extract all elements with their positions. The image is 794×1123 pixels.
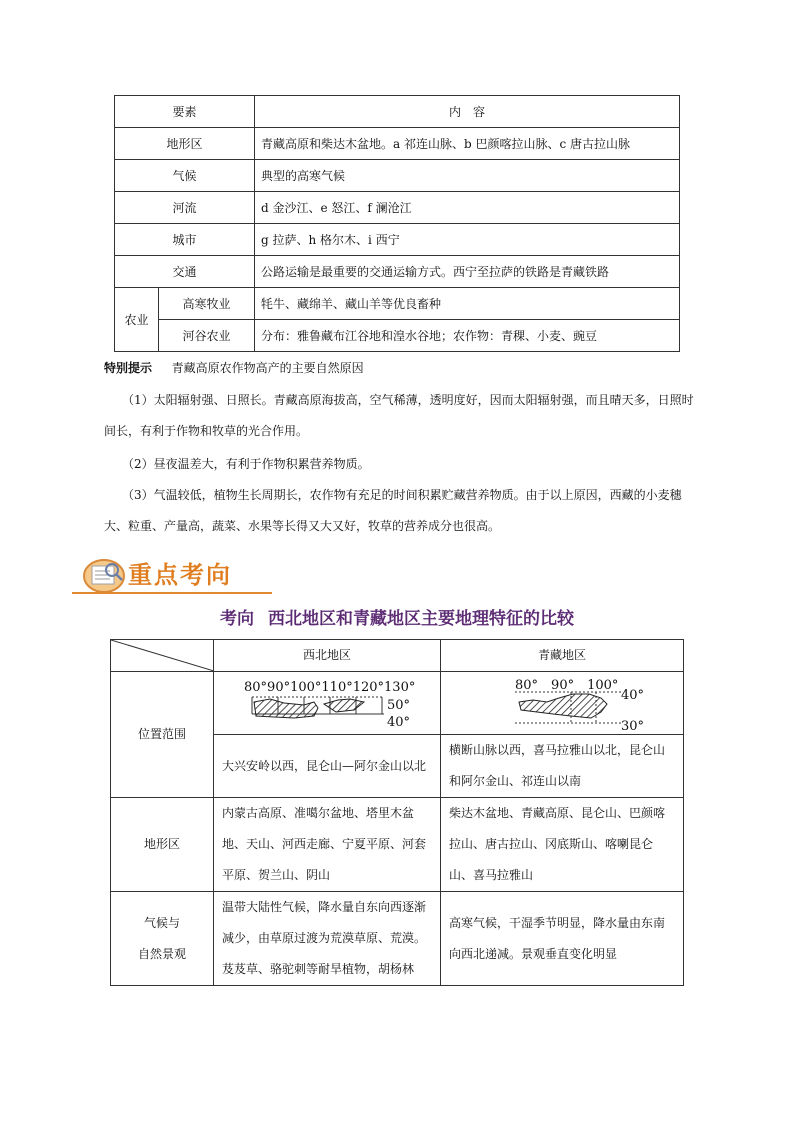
diagonal-header-cell bbox=[111, 640, 214, 672]
row-content: 分布：雅鲁藏布江谷地和湟水谷地；农作物：青稞、小麦、豌豆 bbox=[255, 320, 680, 352]
paragraph: （3）气温较低，植物生长周期长，农作物有充足的时间积累贮藏营养物质。由于以上原因，西藏的小麦穗大、粒重、产量高，蔬菜、水果等长得又大又好，牧草的营养成分也很高。 bbox=[104, 488, 682, 533]
row-label: 高寒牧业 bbox=[159, 288, 255, 320]
cell-qingzang: 横断山脉以西，喜马拉雅山以北，昆仑山和阿尔金山、祁连山以南 bbox=[441, 735, 684, 798]
row-content: d 金沙江、e 怒江、f 澜沧江 bbox=[255, 192, 680, 224]
row-content: 牦牛、藏绵羊、藏山羊等优良畜种 bbox=[255, 288, 680, 320]
cell-northwest: 内蒙古高原、准噶尔盆地、塔里木盆地、天山、河西走廊、宁夏平原、河套平原、贺兰山、阴山 bbox=[214, 798, 441, 892]
row-label: 气候 bbox=[115, 160, 255, 192]
table-row bbox=[115, 224, 680, 256]
row-label: 位置范围 bbox=[111, 672, 214, 798]
table-row bbox=[115, 288, 680, 320]
svg-text:40°: 40° bbox=[621, 688, 645, 703]
table-row bbox=[115, 160, 680, 192]
tibet-elements-table bbox=[114, 95, 680, 352]
paragraph: （2）昼夜温差大，有利于作物积累营养物质。 bbox=[122, 457, 370, 471]
note-label: 特别提示 bbox=[104, 361, 153, 375]
agri-label: 农业 bbox=[115, 288, 159, 352]
row-content: 公路运输是最重要的交通运输方式。西宁至拉萨的铁路是青藏铁路 bbox=[255, 256, 680, 288]
table-header-row bbox=[115, 96, 680, 128]
svg-text:40°: 40° bbox=[387, 715, 411, 730]
table-row bbox=[111, 892, 684, 986]
table-row bbox=[115, 192, 680, 224]
map-qingzang bbox=[441, 672, 684, 735]
special-note bbox=[104, 360, 704, 376]
section-title: 重点考向 bbox=[128, 560, 232, 589]
map-top-labels: 80° 90° 100° bbox=[515, 678, 619, 693]
map-top-labels: 80°90°100°110°120°130° bbox=[244, 680, 416, 695]
cell-northwest: 大兴安岭以西，昆仑山—阿尔金山以北 bbox=[214, 735, 441, 798]
header-cell: 要素 bbox=[115, 96, 255, 128]
banner-underline bbox=[72, 592, 272, 594]
cell-qingzang: 柴达木盆地、青藏高原、昆仑山、巴颜喀拉山、唐古拉山、冈底斯山、喀喇昆仑山、喜马拉雅山 bbox=[441, 798, 684, 892]
header-cell: 西北地区 bbox=[214, 640, 441, 672]
table-row bbox=[115, 256, 680, 288]
row-label: 气候与 自然景观 bbox=[111, 892, 214, 986]
header-cell: 内 容 bbox=[255, 96, 680, 128]
svg-text:30°: 30° bbox=[621, 719, 645, 734]
cell-northwest: 温带大陆性气候，降水量自东向西逐渐减少，由草原过渡为荒漠草原、荒漠。芨芨草、骆驼刺等耐旱植物，胡杨林 bbox=[214, 892, 441, 986]
table-row bbox=[115, 128, 680, 160]
row-label: 地形区 bbox=[115, 128, 255, 160]
row-label: 交通 bbox=[115, 256, 255, 288]
row-label: 河流 bbox=[115, 192, 255, 224]
row-content: 青藏高原和柴达木盆地。a 祁连山脉、b 巴颜喀拉山脉、c 唐古拉山脉 bbox=[255, 128, 680, 160]
note-text: 青藏高原农作物高产的主要自然原因 bbox=[171, 361, 364, 375]
header-cell: 青藏地区 bbox=[441, 640, 684, 672]
table-row bbox=[115, 320, 680, 352]
row-content: g 拉萨、h 格尔木、i 西宁 bbox=[255, 224, 680, 256]
table-row bbox=[111, 798, 684, 892]
table-header-row bbox=[111, 640, 684, 672]
table-row bbox=[111, 672, 684, 735]
row-label: 城市 bbox=[115, 224, 255, 256]
svg-text:50°: 50° bbox=[387, 698, 411, 713]
paragraph: （1）太阳辐射强、日照长。青藏高原海拔高，空气稀薄，透明度好，因而太阳辐射强，而且晴天多，日照时间长，有利于作物和牧草的光合作用。 bbox=[104, 393, 694, 438]
cell-qingzang: 高寒气候，干湿季节明显，降水量由东南向西北递减。景观垂直变化明显 bbox=[441, 892, 684, 986]
map-northwest bbox=[214, 672, 441, 735]
row-content: 典型的高寒气候 bbox=[255, 160, 680, 192]
row-label: 地形区 bbox=[111, 798, 214, 892]
row-label: 河谷农业 bbox=[159, 320, 255, 352]
comparison-table bbox=[110, 639, 684, 986]
subtitle: 考向 西北地区和青藏地区主要地理特征的比较 bbox=[220, 609, 574, 629]
